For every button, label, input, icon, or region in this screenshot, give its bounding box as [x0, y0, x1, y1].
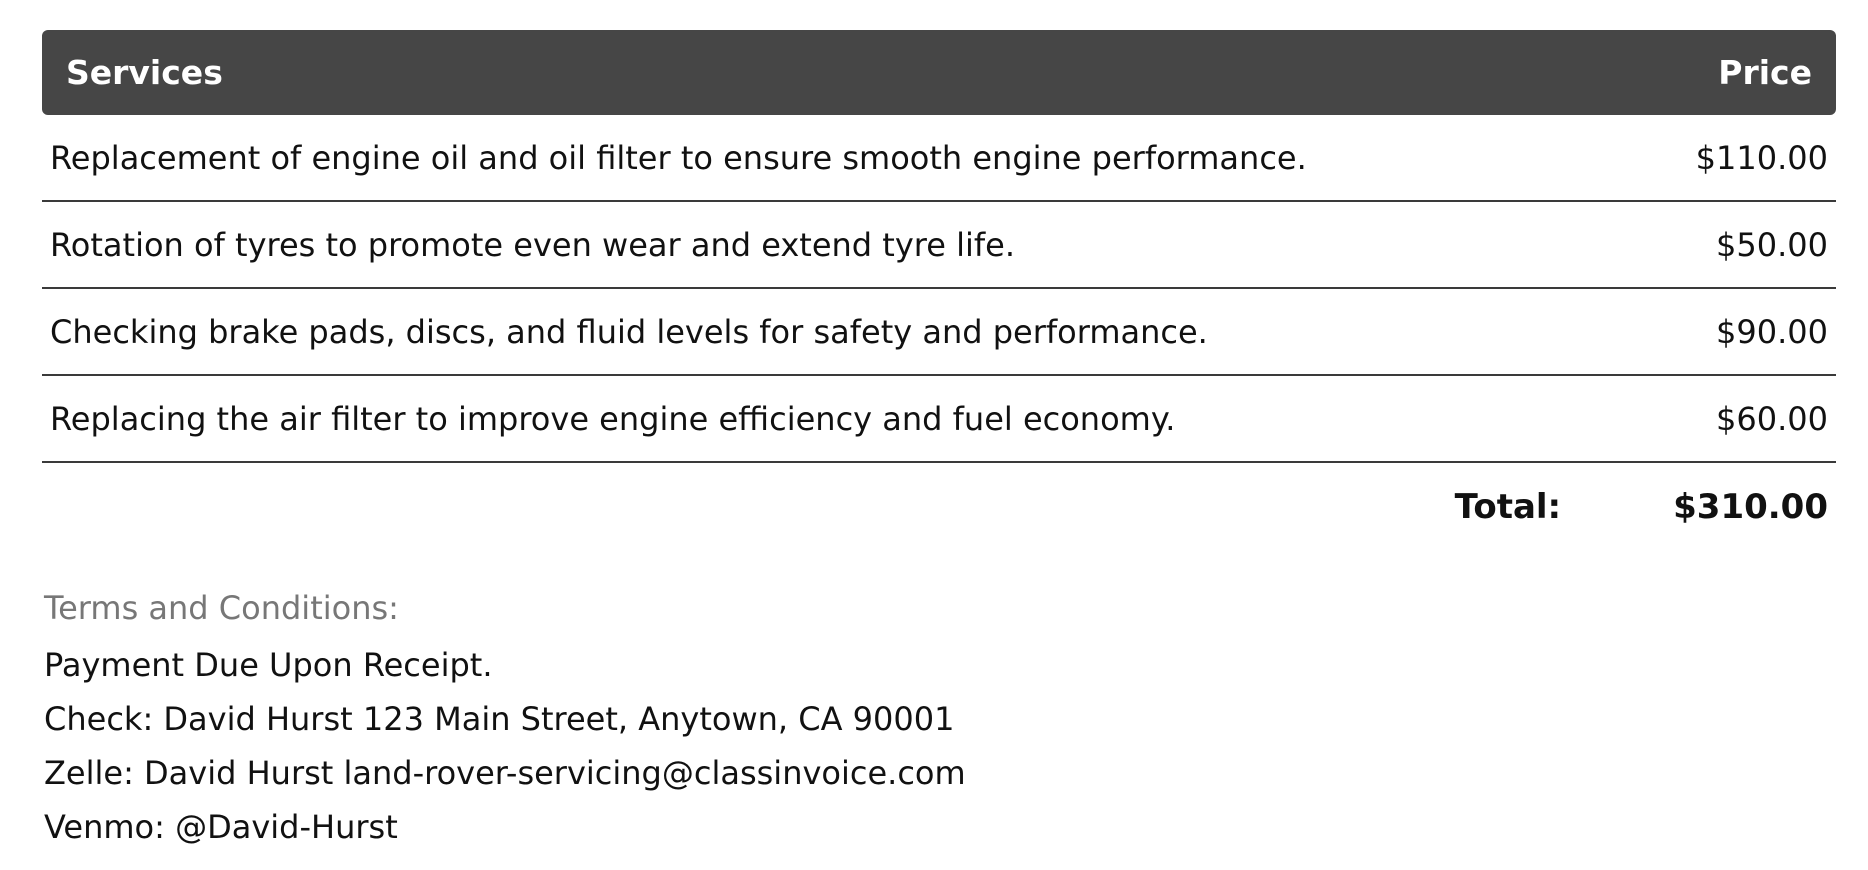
terms-heading: Terms and Conditions: [44, 589, 399, 627]
table-header [42, 30, 1836, 115]
service-description: Rotation of tyres to promote even wear and extend tyre life. [50, 225, 1015, 264]
total-row [42, 463, 1836, 551]
table-row [42, 115, 1836, 202]
terms-line-zelle: Zelle: David Hurst land-rover-servicing@classinvoice.com [44, 754, 966, 792]
services-table [42, 30, 1836, 551]
total-label: Total: [1454, 487, 1562, 527]
service-price: $110.00 [1695, 138, 1828, 177]
service-price: $90.00 [1716, 312, 1828, 351]
service-description: Replacing the air filter to improve engine efficiency and fuel economy. [50, 399, 1176, 438]
table-row [42, 289, 1836, 376]
price-column-header: Price [1718, 53, 1812, 92]
total-value: $310.00 [1673, 487, 1828, 527]
terms-section [44, 582, 1444, 854]
table-row [42, 202, 1836, 289]
table-row [42, 376, 1836, 463]
service-price: $50.00 [1716, 225, 1828, 264]
service-description: Replacement of engine oil and oil filter to ensure smooth engine performance. [50, 138, 1307, 177]
terms-line-check: Check: David Hurst 123 Main Street, Anytown, CA 90001 [44, 700, 955, 738]
terms-line-venmo: Venmo: @David-Hurst [44, 808, 398, 846]
service-description: Checking brake pads, discs, and fluid levels for safety and performance. [50, 312, 1208, 351]
terms-line-payment: Payment Due Upon Receipt. [44, 646, 493, 684]
services-column-header: Services [66, 53, 223, 92]
service-price: $60.00 [1716, 399, 1828, 438]
